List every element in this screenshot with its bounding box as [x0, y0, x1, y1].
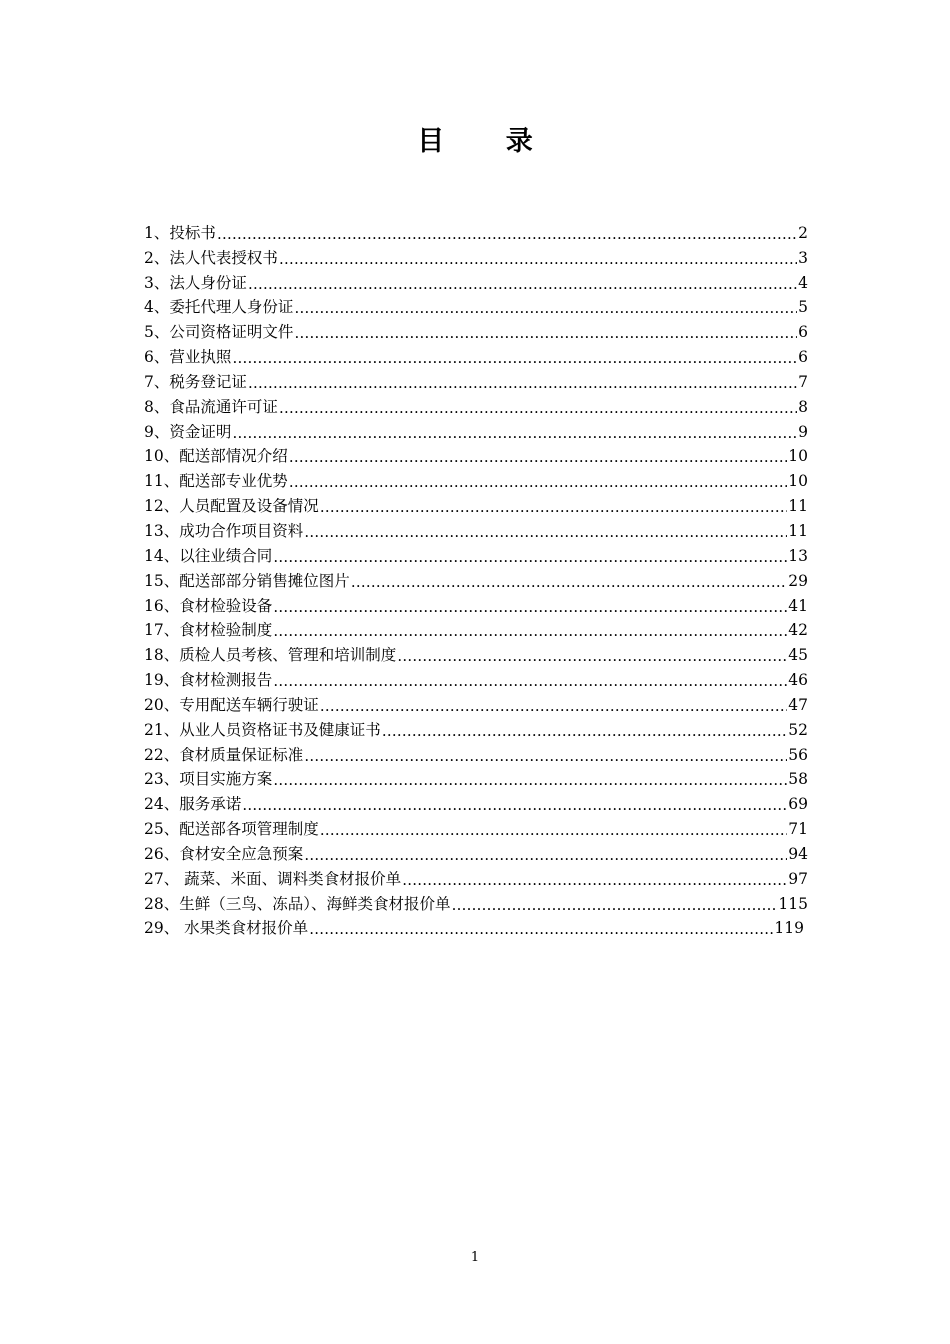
toc-leader-dots: [320, 821, 788, 839]
toc-entry-label: 7、税务登记证: [144, 372, 247, 391]
toc-leader-dots: [273, 622, 787, 640]
toc-entry[interactable]: [144, 665, 808, 690]
toc-entry-page: 3: [798, 248, 808, 267]
toc-entry[interactable]: [144, 914, 804, 939]
toc-leader-dots: [304, 523, 787, 541]
toc-entry[interactable]: [144, 814, 808, 839]
toc-entry-label: 20、专用配送车辆行驶证: [144, 695, 319, 714]
toc-entry-label: 12、人员配置及设备情况: [144, 497, 319, 516]
toc-entry-page: 7: [798, 372, 808, 391]
toc-entry[interactable]: [144, 466, 808, 491]
toc-leader-dots: [402, 871, 787, 889]
toc-entry[interactable]: [144, 367, 808, 392]
toc-leader-dots: [294, 299, 797, 317]
toc-entry-page: 58: [788, 770, 808, 789]
toc-entry-page: 11: [788, 521, 808, 540]
toc-entry[interactable]: [144, 218, 808, 243]
toc-entry-label: 3、法人身份证: [144, 273, 247, 292]
toc-entry-label: 25、配送部各项管理制度: [144, 820, 319, 839]
toc-entry-label: 6、营业执照: [144, 348, 232, 367]
toc-leader-dots: [217, 225, 797, 243]
toc-entry-page: 46: [788, 671, 808, 690]
toc-entry-label: 4、委托代理人身份证: [144, 298, 294, 317]
toc-entry-label: 24、服务承诺: [144, 795, 242, 814]
toc-leader-dots: [248, 374, 797, 392]
toc-leader-dots: [304, 846, 787, 864]
toc-entry[interactable]: [144, 392, 808, 417]
toc-entry[interactable]: [144, 765, 808, 790]
toc-entry-label: 8、食品流通许可证: [144, 397, 278, 416]
toc-entry-label: 17、食材检验制度: [144, 621, 273, 640]
toc-entry-page: 42: [788, 621, 808, 640]
toc-entry-label: 22、食材质量保证标准: [144, 745, 304, 764]
toc-entry[interactable]: [144, 690, 808, 715]
toc-entry[interactable]: [144, 243, 808, 268]
toc-entry-page: 94: [788, 844, 808, 863]
toc-entry-page: 45: [788, 646, 808, 665]
toc-entry-label: 5、公司资格证明文件: [144, 323, 294, 342]
toc-leader-dots: [242, 796, 787, 814]
toc-leader-dots: [451, 896, 777, 914]
toc-leader-dots: [351, 573, 788, 591]
toc-entry-page: 71: [788, 820, 808, 839]
toc-entry-label: 29、 水果类食材报价单: [144, 919, 309, 938]
toc-entry[interactable]: [144, 789, 808, 814]
toc-entry[interactable]: [144, 864, 808, 889]
toc-entry-label: 11、配送部专业优势: [144, 472, 288, 491]
page-title: 目 录: [417, 126, 559, 157]
toc-entry-page: 2: [798, 223, 808, 242]
toc-leader-dots: [382, 722, 788, 740]
page-number: 1: [470, 1250, 480, 1265]
toc-entry-page: 52: [788, 720, 808, 739]
table-of-contents: [144, 218, 808, 938]
toc-entry[interactable]: [144, 566, 808, 591]
toc-entry-page: 6: [798, 323, 808, 342]
toc-entry-page: 10: [788, 447, 808, 466]
toc-entry-page: 13: [788, 546, 808, 565]
toc-entry[interactable]: [144, 740, 808, 765]
toc-entry-page: 115: [778, 894, 808, 913]
toc-leader-dots: [279, 399, 797, 417]
toc-leader-dots: [397, 647, 787, 665]
toc-entry[interactable]: [144, 293, 808, 318]
toc-entry-label: 23、项目实施方案: [144, 770, 273, 789]
toc-entry-page: 11: [788, 497, 808, 516]
toc-leader-dots: [273, 771, 787, 789]
toc-entry[interactable]: [144, 268, 808, 293]
toc-entry[interactable]: [144, 839, 808, 864]
toc-entry-label: 26、食材安全应急预案: [144, 844, 304, 863]
toc-entry[interactable]: [144, 442, 808, 467]
toc-entry-label: 1、投标书: [144, 223, 216, 242]
toc-leader-dots: [320, 697, 788, 715]
toc-entry-label: 18、质检人员考核、管理和培训制度: [144, 646, 397, 665]
toc-entry-page: 119: [774, 919, 804, 938]
toc-leader-dots: [273, 598, 787, 616]
toc-entry[interactable]: [144, 342, 808, 367]
toc-leader-dots: [232, 349, 797, 367]
toc-entry-page: 97: [788, 869, 808, 888]
toc-entry-label: 21、从业人员资格证书及健康证书: [144, 720, 381, 739]
toc-leader-dots: [273, 672, 787, 690]
toc-leader-dots: [294, 324, 797, 342]
toc-leader-dots: [232, 424, 797, 442]
toc-entry-label: 15、配送部部分销售摊位图片: [144, 571, 350, 590]
toc-entry-page: 56: [788, 745, 808, 764]
toc-entry-label: 14、以往业绩合同: [144, 546, 273, 565]
toc-leader-dots: [304, 747, 787, 765]
toc-leader-dots: [248, 275, 797, 293]
toc-entry[interactable]: [144, 491, 808, 516]
toc-entry-page: 6: [798, 348, 808, 367]
toc-leader-dots: [309, 920, 773, 938]
toc-entry-label: 9、资金证明: [144, 422, 232, 441]
toc-entry-label: 28、生鲜（三鸟、冻品）、海鲜类食材报价单: [144, 894, 451, 913]
toc-entry-page: 9: [798, 422, 808, 441]
toc-entry-page: 5: [798, 298, 808, 317]
toc-entry[interactable]: [144, 541, 808, 566]
toc-leader-dots: [289, 448, 788, 466]
toc-leader-dots: [279, 250, 797, 268]
toc-entry-page: 47: [788, 695, 808, 714]
toc-entry-page: 4: [798, 273, 808, 292]
toc-entry-label: 10、配送部情况介绍: [144, 447, 288, 466]
toc-entry-page: 29: [788, 571, 808, 590]
toc-entry[interactable]: [144, 591, 808, 616]
toc-entry[interactable]: [144, 889, 808, 914]
toc-entry[interactable]: [144, 616, 808, 641]
toc-entry-page: 8: [798, 397, 808, 416]
toc-entry[interactable]: [144, 715, 808, 740]
toc-leader-dots: [320, 498, 788, 516]
toc-entry[interactable]: [144, 640, 808, 665]
toc-entry[interactable]: [144, 516, 808, 541]
toc-entry[interactable]: [144, 417, 808, 442]
toc-entry-label: 13、成功合作项目资料: [144, 521, 304, 540]
toc-entry-label: 16、食材检验设备: [144, 596, 273, 615]
toc-entry[interactable]: [144, 317, 808, 342]
toc-leader-dots: [289, 473, 788, 491]
toc-entry-label: 27、 蔬菜、米面、调料类食材报价单: [144, 869, 402, 888]
toc-entry-page: 69: [788, 795, 808, 814]
toc-entry-page: 10: [788, 472, 808, 491]
toc-entry-page: 41: [788, 596, 808, 615]
toc-leader-dots: [273, 548, 787, 566]
toc-entry-label: 19、食材检测报告: [144, 671, 273, 690]
toc-entry-label: 2、法人代表授权书: [144, 248, 278, 267]
